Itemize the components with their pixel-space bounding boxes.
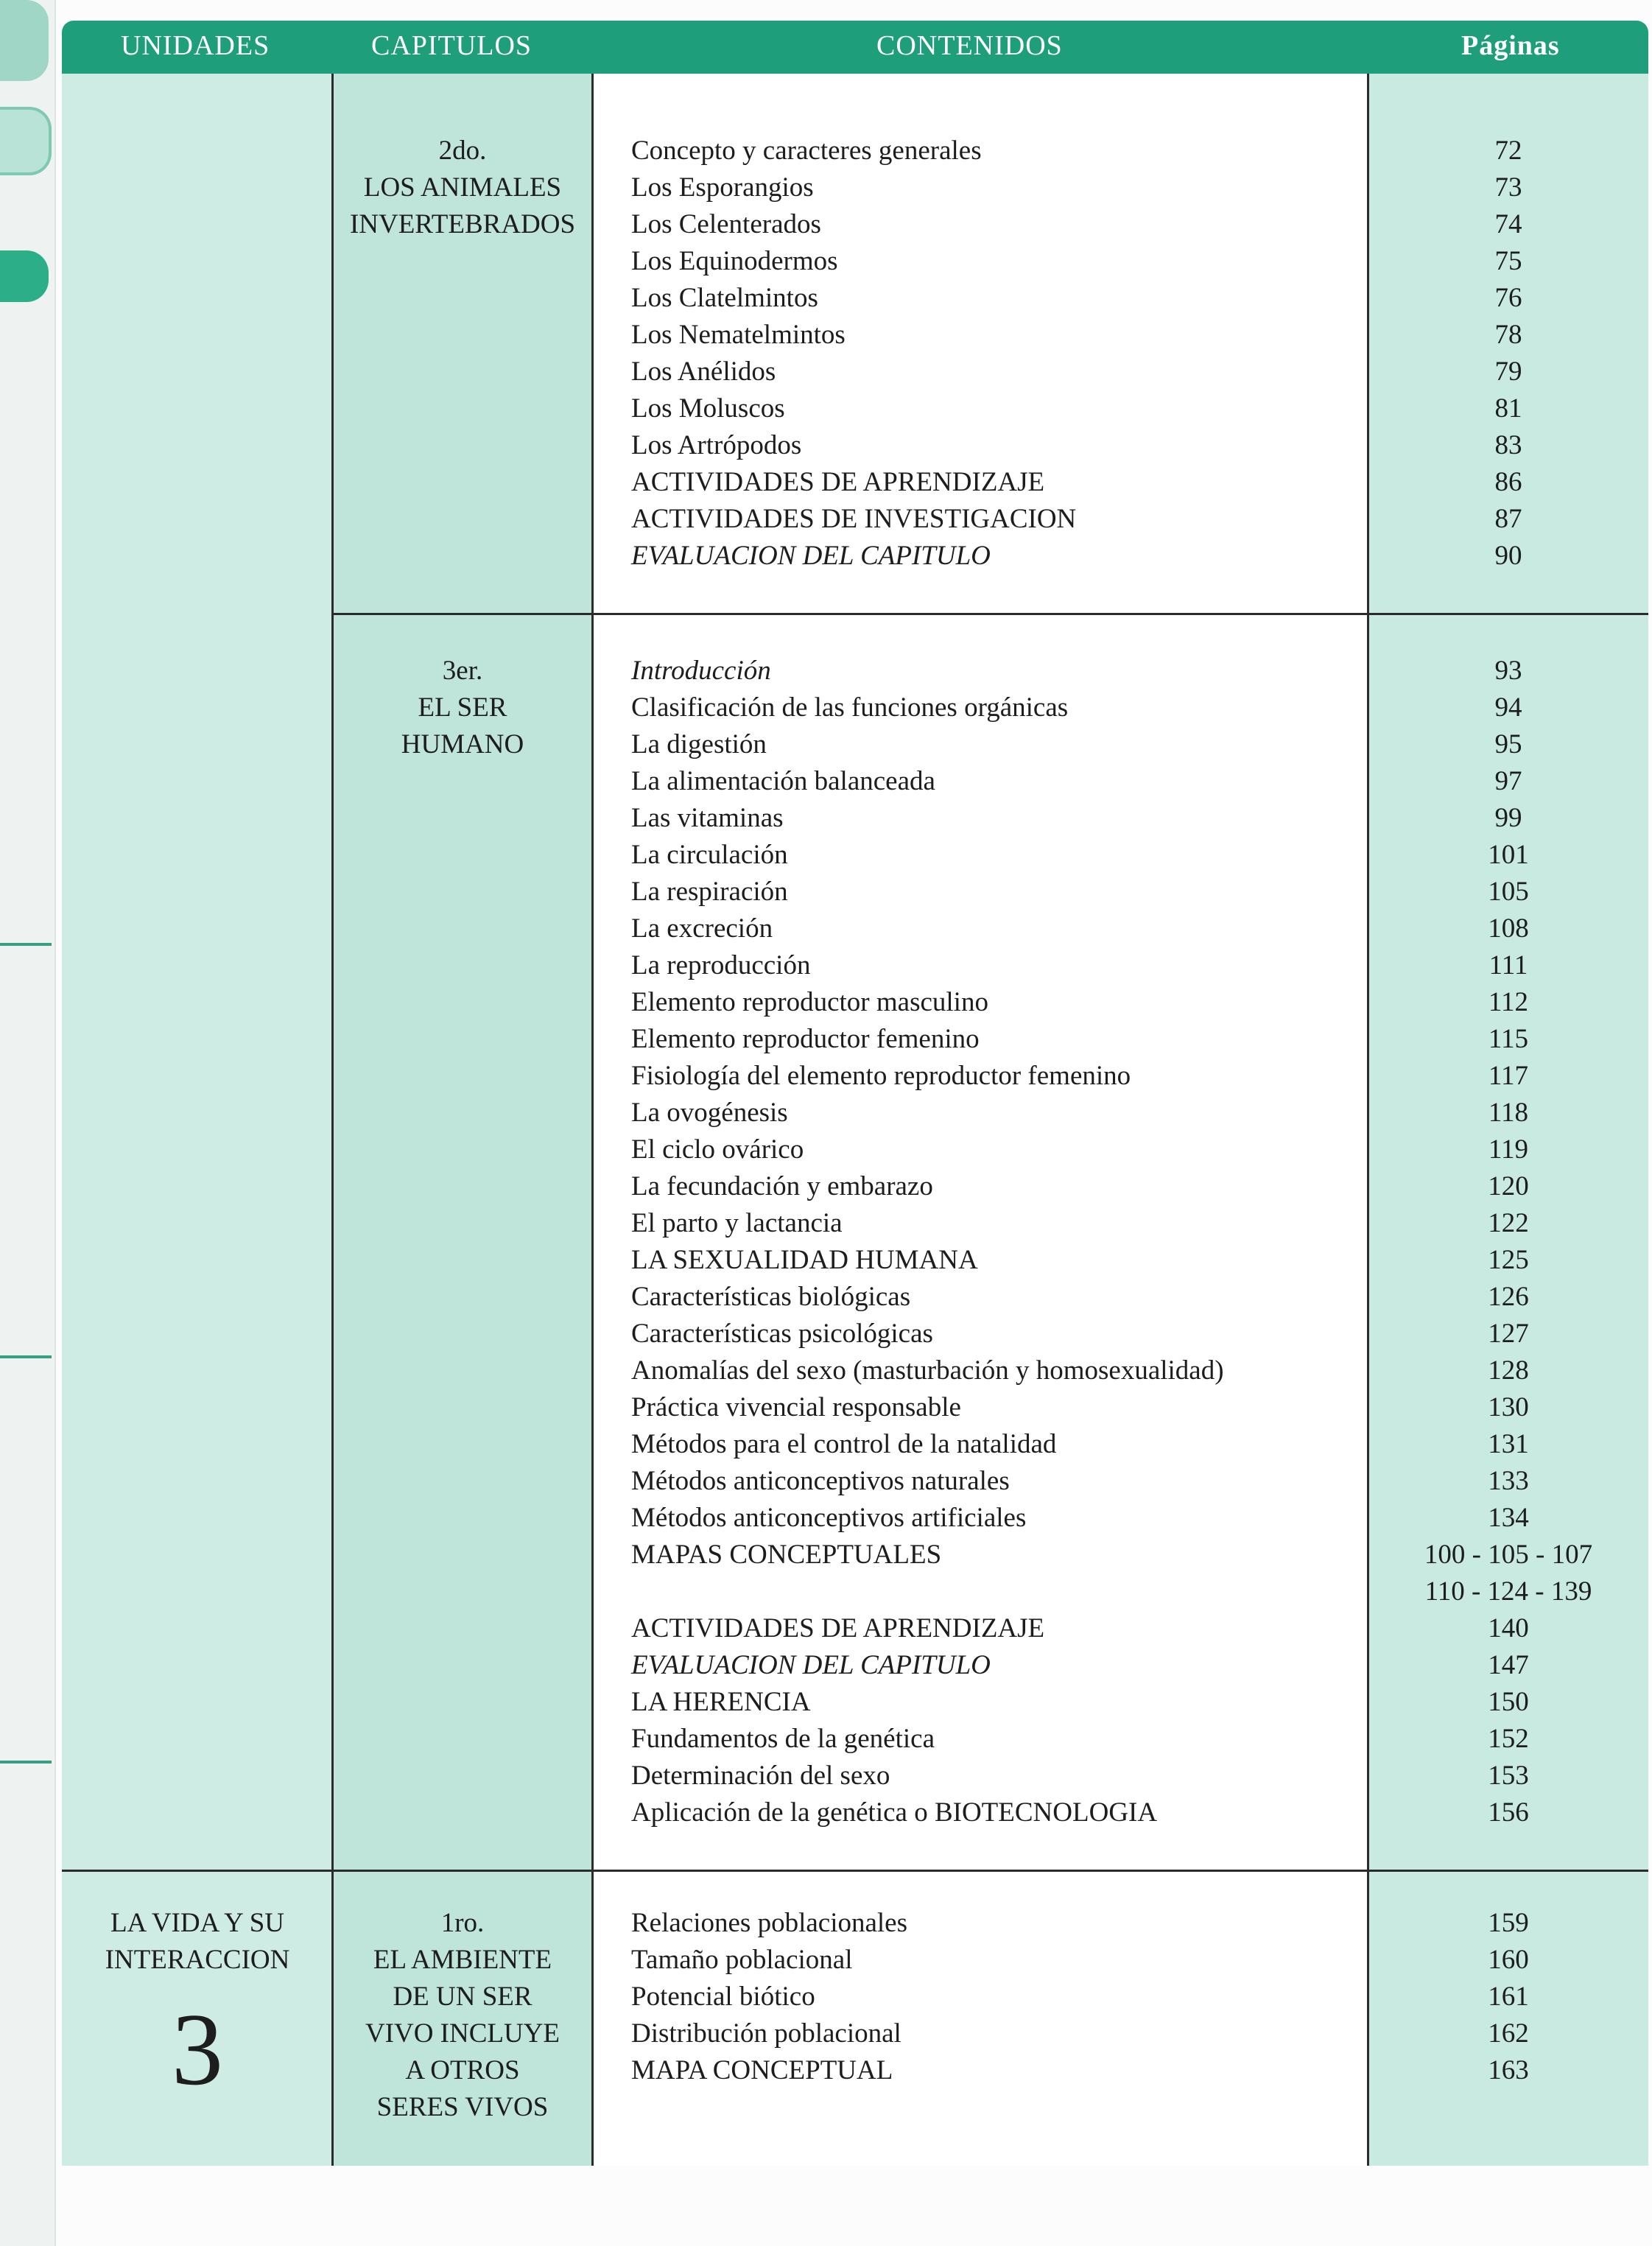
row-divider	[62, 1870, 1648, 1872]
chapter-label: A OTROS	[405, 2055, 520, 2085]
content-item: ACTIVIDADES DE INVESTIGACION	[631, 504, 1077, 534]
page-number: 105	[1488, 877, 1529, 907]
content-item: MAPA CONCEPTUAL	[631, 2055, 893, 2085]
header-capitulos: CAPITULOS	[371, 30, 532, 61]
pages-list	[1368, 1905, 1648, 2089]
units-column	[62, 74, 333, 2166]
content-item: Concepto y caracteres generales	[631, 136, 982, 166]
row-divider	[333, 613, 1648, 615]
content-item: Métodos para el control de la natalidad	[631, 1429, 1057, 1459]
content-item: Tamaño poblacional	[631, 1945, 853, 1975]
page-number: 94	[1494, 692, 1522, 723]
content-item: EVALUACION DEL CAPITULO	[631, 1650, 991, 1680]
edge-tick	[0, 943, 52, 946]
content-item: Relaciones poblacionales	[631, 1908, 908, 1938]
page-number: 128	[1488, 1355, 1529, 1386]
page-number: 130	[1488, 1392, 1529, 1422]
content-item: Clasificación de las funciones orgánicas	[631, 692, 1069, 723]
page-number: 99	[1494, 803, 1522, 833]
content-item: Los Celenterados	[631, 209, 821, 239]
page-number: 76	[1494, 283, 1522, 313]
contents-list	[631, 653, 1224, 1831]
page-number: 83	[1494, 430, 1522, 460]
page-number: 81	[1494, 393, 1522, 424]
chapter-label: INVERTEBRADOS	[349, 209, 576, 239]
content-item: Anomalías del sexo (masturbación y homosexualidad)	[631, 1355, 1224, 1386]
page-number: 117	[1488, 1061, 1529, 1091]
page-number: 95	[1494, 729, 1522, 759]
chapter-label: EL AMBIENTE	[373, 1945, 552, 1975]
content-item: LA SEXUALIDAD HUMANA	[631, 1245, 978, 1275]
content-item: Los Anélidos	[631, 357, 776, 387]
header-unidades: UNIDADES	[121, 30, 270, 61]
content-item: Práctica vivencial responsable	[631, 1392, 961, 1422]
page-number: 152	[1488, 1724, 1529, 1754]
content-item: La fecundación y embarazo	[631, 1171, 933, 1201]
page-number: 134	[1488, 1503, 1529, 1533]
content-item: Las vitaminas	[631, 803, 784, 833]
content-item: El parto y lactancia	[631, 1208, 843, 1238]
page-number: 93	[1494, 656, 1522, 686]
page-number: 111	[1488, 950, 1528, 980]
pages-list	[1368, 653, 1648, 1831]
chapters-column	[333, 74, 592, 2166]
header-contenidos: CONTENIDOS	[876, 30, 1063, 61]
edge-tab	[0, 0, 49, 81]
chapter-cell	[333, 1905, 592, 2126]
column-divider	[591, 74, 594, 2166]
content-item: Introducción	[631, 656, 771, 686]
content-item: Los Moluscos	[631, 393, 785, 424]
content-item: Potencial biótico	[631, 1982, 815, 2012]
content-item: Los Artrópodos	[631, 430, 802, 460]
page-number: 100 - 105 - 107	[1424, 1540, 1593, 1570]
page-number: 115	[1488, 1024, 1529, 1054]
chapter-label: VIVO INCLUYE	[365, 2018, 560, 2049]
content-item: La ovogénesis	[631, 1098, 788, 1128]
page-number: 118	[1488, 1098, 1529, 1128]
page-number: 150	[1488, 1687, 1529, 1717]
chapter-label: LOS ANIMALES	[363, 172, 562, 203]
page-number: 73	[1494, 172, 1522, 203]
chapter-label: HUMANO	[401, 729, 524, 759]
content-item: Características biológicas	[631, 1282, 911, 1312]
content-item: La respiración	[631, 877, 788, 907]
unit-number: 3	[172, 1993, 223, 2107]
pages-list	[1368, 133, 1648, 575]
page-number: 126	[1488, 1282, 1529, 1312]
page-number: 125	[1488, 1245, 1529, 1275]
content-item: Los Equinodermos	[631, 246, 838, 276]
content-item: Elemento reproductor femenino	[631, 1024, 980, 1054]
content-item	[631, 1573, 1224, 1610]
page-number: 87	[1494, 504, 1522, 534]
content-item: La digestión	[631, 729, 767, 759]
table-header	[62, 21, 1648, 74]
content-item: Métodos anticonceptivos artificiales	[631, 1503, 1027, 1533]
content-item: ACTIVIDADES DE APRENDIZAJE	[631, 1613, 1045, 1643]
content-item: Los Esporangios	[631, 172, 814, 203]
content-item: El ciclo ovárico	[631, 1134, 804, 1165]
page-number: 122	[1488, 1208, 1529, 1238]
content-item: MAPAS CONCEPTUALES	[631, 1540, 942, 1570]
page-number: 79	[1494, 357, 1522, 387]
table-of-contents	[62, 21, 1648, 2194]
content-item: Distribución poblacional	[631, 2018, 901, 2049]
content-item: Características psicológicas	[631, 1319, 933, 1349]
chapter-label: SERES VIVOS	[376, 2092, 549, 2122]
page-number: 133	[1488, 1466, 1529, 1496]
page-number: 86	[1494, 467, 1522, 497]
content-item: Métodos anticonceptivos naturales	[631, 1466, 1010, 1496]
page-number: 153	[1488, 1761, 1529, 1791]
chapter-label: 1ro.	[440, 1908, 485, 1938]
content-item: EVALUACION DEL CAPITULO	[631, 541, 991, 571]
content-item: La excreción	[631, 913, 773, 944]
edge-tab	[0, 250, 49, 302]
page-number: 97	[1494, 766, 1522, 796]
page-number: 78	[1494, 320, 1522, 350]
page-number: 112	[1488, 987, 1529, 1017]
page-number: 163	[1488, 2055, 1529, 2085]
page-number: 119	[1488, 1134, 1529, 1165]
page-number: 131	[1488, 1429, 1529, 1459]
content-item: Aplicación de la genética o BIOTECNOLOGIA	[631, 1797, 1158, 1828]
page-edge	[0, 0, 56, 2246]
contents-list	[631, 133, 1076, 575]
page-number: 101	[1488, 840, 1529, 870]
edge-divider	[55, 0, 56, 2246]
content-item: Fisiología del elemento reproductor femenino	[631, 1061, 1131, 1091]
unit-label: INTERACCION	[105, 1945, 290, 1975]
page-number: 147	[1488, 1650, 1529, 1680]
content-item: La reproducción	[631, 950, 811, 980]
page-number: 156	[1488, 1797, 1529, 1828]
content-item: La circulación	[631, 840, 788, 870]
edge-tab	[0, 107, 52, 175]
header-paginas: Páginas	[1461, 30, 1560, 61]
page-number: 160	[1488, 1945, 1529, 1975]
chapter-cell	[333, 653, 592, 763]
content-item: La alimentación balanceada	[631, 766, 935, 796]
edge-tick	[0, 1761, 52, 1764]
content-item: ACTIVIDADES DE APRENDIZAJE	[631, 467, 1045, 497]
page-number: 74	[1494, 209, 1522, 239]
content-item: Los Clatelmintos	[631, 283, 818, 313]
page-number: 90	[1494, 541, 1522, 571]
page-number: 75	[1494, 246, 1522, 276]
page-number: 72	[1494, 136, 1522, 166]
page-number: 161	[1488, 1982, 1529, 2012]
column-divider	[331, 74, 334, 2166]
page-number: 140	[1488, 1613, 1529, 1643]
chapter-label: EL SER	[418, 692, 507, 723]
unit-cell	[62, 1905, 333, 1979]
edge-tick	[0, 1355, 52, 1358]
contents-list	[631, 1905, 907, 2089]
page-number: 108	[1488, 913, 1529, 944]
chapter-cell	[333, 133, 592, 243]
chapter-label: 3er.	[442, 656, 483, 686]
content-item: LA HERENCIA	[631, 1687, 811, 1717]
page-number: 120	[1488, 1171, 1529, 1201]
chapter-label: 2do.	[438, 136, 487, 166]
content-item: Fundamentos de la genética	[631, 1724, 935, 1754]
page-number: 159	[1488, 1908, 1529, 1938]
page-number: 162	[1488, 2018, 1529, 2049]
page-number: 127	[1488, 1319, 1529, 1349]
content-item: Determinación del sexo	[631, 1761, 890, 1791]
unit-label: LA VIDA Y SU	[110, 1908, 285, 1938]
chapter-label: DE UN SER	[393, 1982, 532, 2012]
content-item: Los Nematelmintos	[631, 320, 846, 350]
page-number: 110 - 124 - 139	[1424, 1576, 1592, 1607]
content-item: Elemento reproductor masculino	[631, 987, 988, 1017]
